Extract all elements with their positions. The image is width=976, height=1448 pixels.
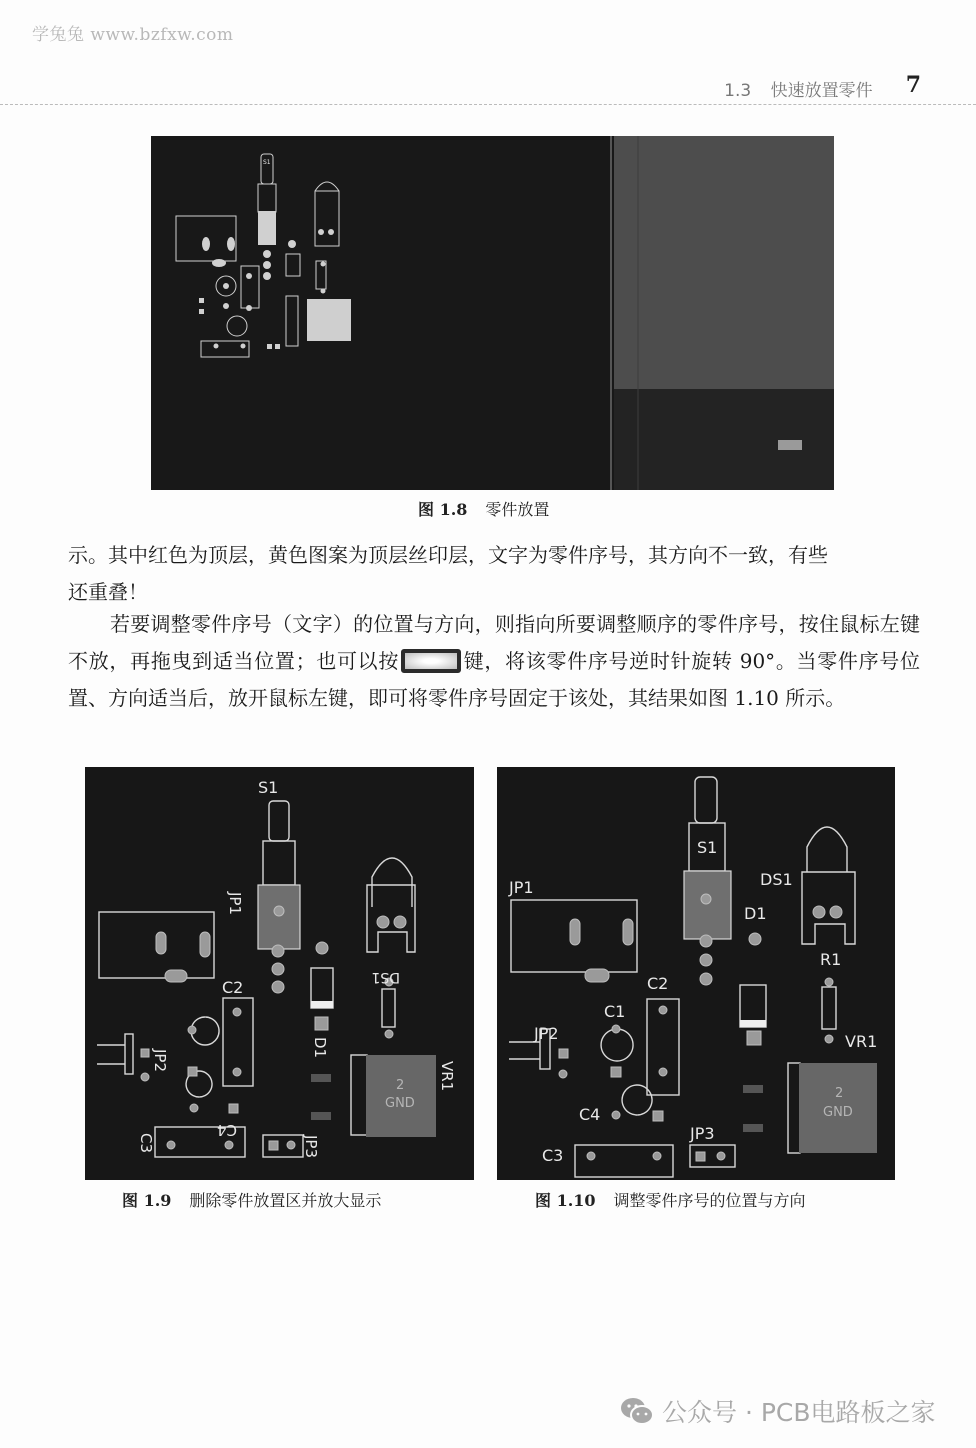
watermark-top: 学兔兔 www.bzfxw.com — [32, 25, 234, 45]
figure-number: 图 1.8 — [418, 500, 468, 519]
space-key-icon — [401, 649, 461, 673]
paragraph-1 — [68, 537, 920, 611]
pcb-label-r1: R1 — [820, 950, 842, 969]
figure-1-9-caption — [122, 1188, 381, 1211]
pcb-label-c2: C2 — [647, 974, 669, 993]
pad-net: GND — [823, 1105, 853, 1120]
pcb-label-jp2: JP2 — [534, 1024, 559, 1043]
figure-1-9-image — [85, 767, 474, 1180]
section-number: 1.3 — [724, 81, 752, 101]
running-head — [724, 76, 918, 101]
wechat-icon — [620, 1396, 654, 1426]
figure-caption-text: 零件放置 — [485, 500, 550, 519]
pcb-label-vr1: VR1 — [845, 1032, 878, 1051]
pcb-label-jp3: JP3 — [302, 1135, 320, 1159]
pcb-label-vr1: VR1 — [438, 1061, 456, 1092]
figure-1-10-image — [497, 767, 895, 1180]
page-number: 7 — [905, 72, 921, 98]
pad-net: GND — [385, 1096, 415, 1111]
pcb-label-c4: C4 — [216, 1121, 237, 1139]
svg-text:S1: S1 — [263, 159, 271, 166]
pcb-label-jp1: JP1 — [226, 892, 244, 916]
pad-number: 2 — [396, 1078, 405, 1093]
pcb-label-c3: C3 — [137, 1133, 155, 1154]
header-rule — [0, 104, 976, 105]
para2-part2: 键，将该零件序号逆时针旋转 90°。当零件序号位置、方向适当后，放开鼠标左键，即可将零件序号固定于该处，其结果如图 1.10 所示。 — [68, 649, 920, 710]
pcb-label-ds1: DS1 — [760, 870, 793, 889]
pad-number: 2 — [835, 1086, 844, 1101]
pcb-label-d1: D1 — [311, 1037, 329, 1059]
pcb-label-c1: C1 — [604, 1002, 626, 1021]
figure-number: 图 1.10 — [535, 1191, 596, 1210]
paragraph-2 — [68, 606, 920, 717]
pcb-label-c4: C4 — [579, 1105, 601, 1124]
footer-watermark-text: 公众号 · PCB电路板之家 — [662, 1398, 936, 1427]
footer-watermark — [620, 1393, 936, 1429]
pcb-label-c2: C2 — [222, 978, 244, 997]
pcb-label-d1: D1 — [744, 904, 767, 923]
para1-line2: 还重叠！ — [68, 580, 148, 604]
figure-caption-text: 调整零件序号的位置与方向 — [613, 1191, 806, 1210]
figure-caption-text: 删除零件放置区并放大显示 — [189, 1191, 382, 1210]
pcb-label-s1: S1 — [258, 778, 279, 797]
pcb-label-ds1: DS1 — [371, 969, 400, 985]
section-title: 快速放置零件 — [770, 81, 873, 101]
para2-part1: 若要调整零件序号（文字）的位置与方向，则指向所要调整顺序的零件序号，按住鼠标左键不放，再拖曳到适当位置；也可以按 — [68, 612, 920, 673]
pcb-label-jp2: JP2 — [151, 1049, 169, 1073]
para1-line1: 示。其中红色为顶层，黄色图案为顶层丝印层，文字为零件序号，其方向不一致，有些 — [68, 543, 828, 567]
figure-1-8-caption — [418, 497, 549, 520]
pcb-label-c3: C3 — [542, 1146, 564, 1165]
pcb-label-jp1: JP1 — [509, 878, 534, 897]
pcb-label-jp3: JP3 — [690, 1124, 715, 1143]
pcb-label-s1: S1 — [697, 838, 718, 857]
figure-number: 图 1.9 — [122, 1191, 172, 1210]
figure-1-10-caption — [535, 1188, 806, 1211]
figure-1-8-image — [151, 136, 834, 490]
